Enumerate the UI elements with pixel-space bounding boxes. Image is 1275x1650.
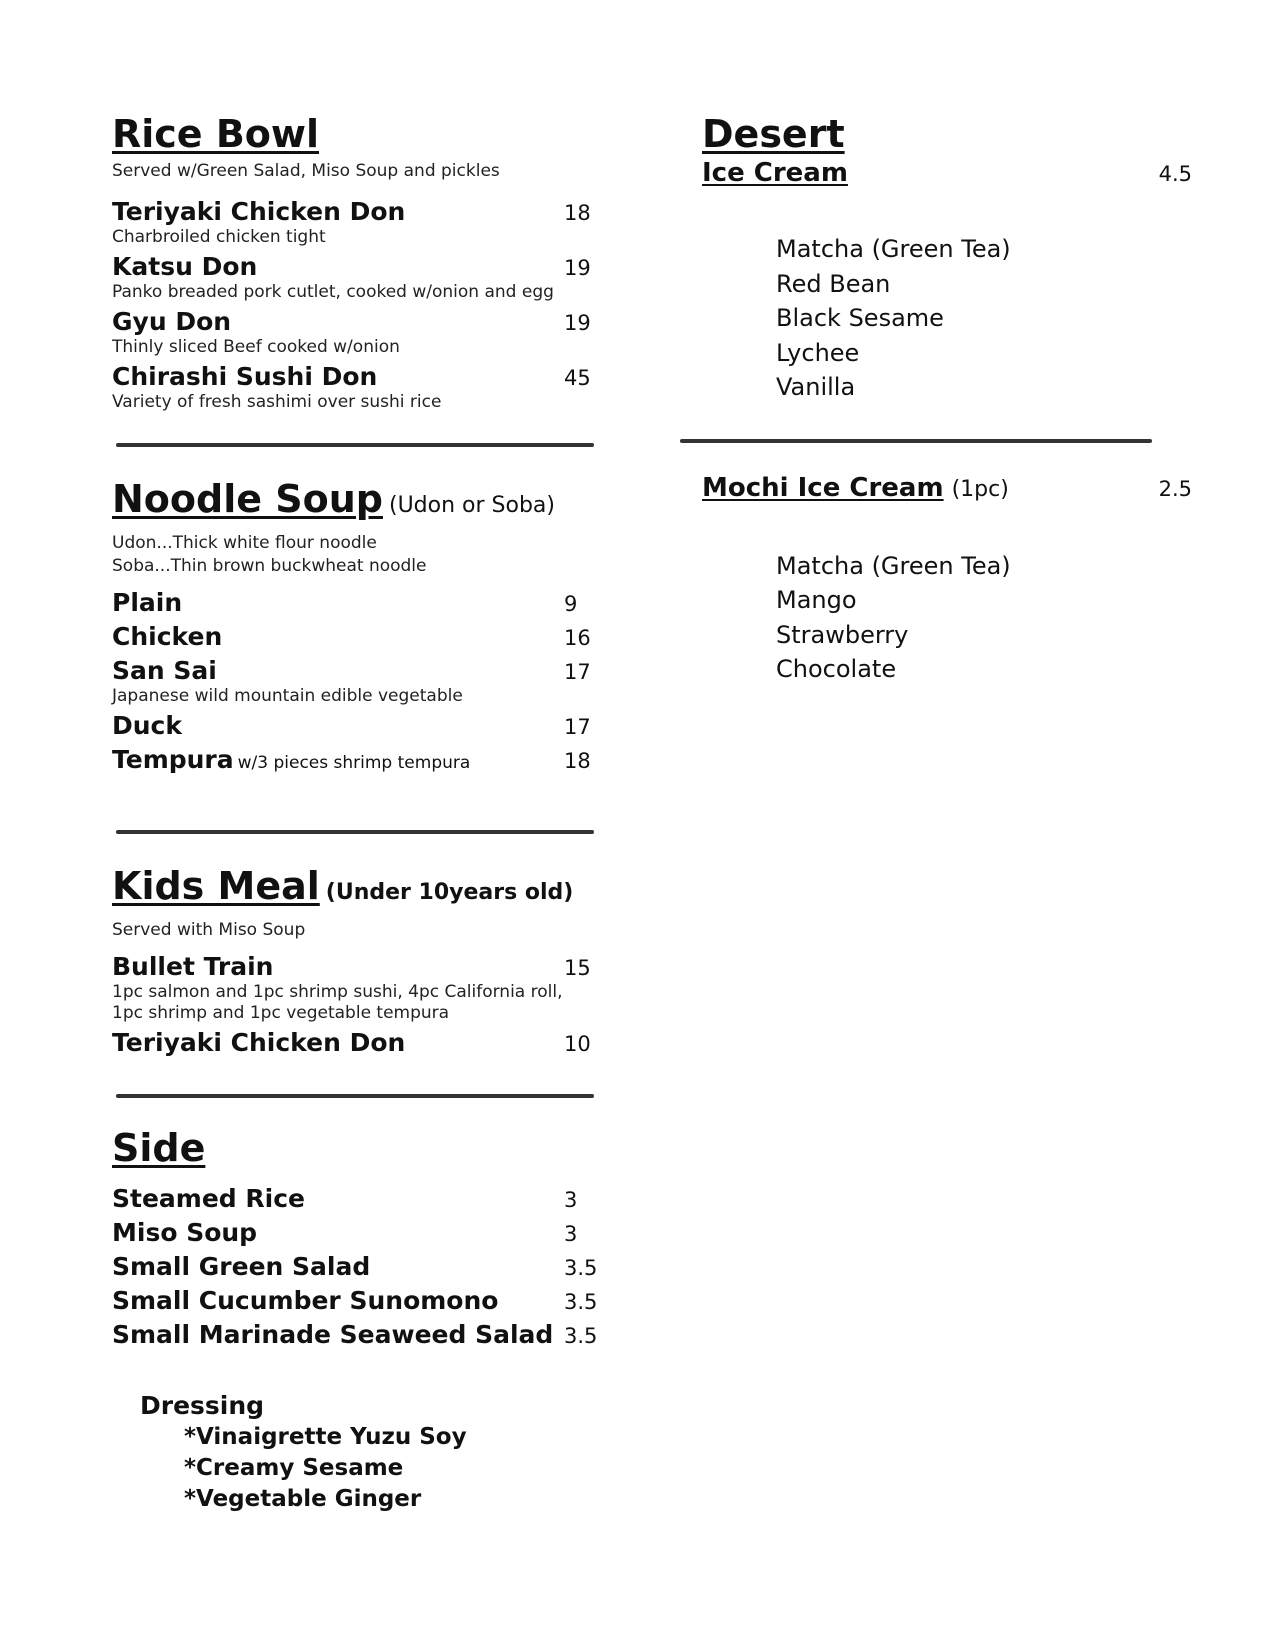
item-price: 3.5 xyxy=(564,1290,598,1314)
item-description: Panko breaded pork cutlet, cooked w/onion and egg xyxy=(112,282,554,302)
flavor-item: Strawberry xyxy=(776,620,909,649)
side-section xyxy=(112,1126,602,1515)
flavor-item: Lychee xyxy=(776,338,860,367)
section-divider xyxy=(680,439,1152,443)
rice-bowl-section xyxy=(112,112,602,413)
right-column xyxy=(702,112,1192,687)
rice-bowl-subtitle: Served w/Green Salad, Miso Soup and pickles xyxy=(112,161,500,181)
dressing-list xyxy=(140,1390,602,1515)
flavor-item: Matcha (Green Tea) xyxy=(776,551,1011,580)
menu-item: Small Green Salad 3.5 xyxy=(112,1252,602,1282)
menu-item: Teriyaki Chicken Don 10 xyxy=(112,1028,602,1058)
item-note: (1pc) xyxy=(951,476,1009,502)
item-price: 18 xyxy=(564,201,591,225)
item-price: 9 xyxy=(564,592,578,616)
menu-item: Plain 9 xyxy=(112,588,602,618)
section-subtitle: (Udon or Soba) xyxy=(388,493,555,518)
desert-section xyxy=(702,112,1192,687)
item-price: 3 xyxy=(564,1222,578,1246)
menu-item: Steamed Rice 3 xyxy=(112,1184,602,1214)
item-price: 15 xyxy=(564,956,591,980)
menu-item: Tempura w/3 pieces shrimp tempura 18 xyxy=(112,745,602,778)
left-column xyxy=(112,112,602,1515)
flavor-item: Vanilla xyxy=(776,373,856,401)
item-price: 4.5 xyxy=(1158,162,1192,186)
item-price: 3 xyxy=(564,1188,578,1212)
dressing-item: *Vinaigrette Yuzu Soy xyxy=(184,1424,467,1450)
item-description: Japanese wild mountain edible vegetable xyxy=(112,686,463,706)
menu-item: Katsu Don 19 xyxy=(112,252,602,282)
menu-item: Gyu Don 19 xyxy=(112,307,602,337)
section-title-desert: Desert xyxy=(702,112,845,156)
dressing-item: *Creamy Sesame xyxy=(184,1455,404,1481)
flavor-item: Mango xyxy=(776,586,857,614)
item-price: 45 xyxy=(564,366,591,390)
flavor-item: Matcha (Green Tea) xyxy=(776,235,1011,263)
menu-item-ice-cream: Ice Cream 4.5 xyxy=(702,158,1192,188)
flavor-list xyxy=(776,549,1192,687)
menu-item: Chicken 16 xyxy=(112,622,602,652)
noodle-soup-section xyxy=(112,477,602,778)
item-description: 1pc shrimp and 1pc vegetable tempura xyxy=(112,1003,450,1023)
item-description: Charbroiled chicken tight xyxy=(112,227,326,247)
item-description: Thinly sliced Beef cooked w/onion xyxy=(112,337,400,357)
menu-item-mochi-ice-cream: Mochi Ice Cream (1pc) 2.5 xyxy=(702,472,1192,503)
flavor-item: Chocolate xyxy=(776,655,897,683)
item-price: 16 xyxy=(564,626,591,650)
menu-item: Miso Soup 3 xyxy=(112,1218,602,1248)
section-title-kids-meal: Kids Meal (Under 10years old) xyxy=(112,864,602,915)
section-divider xyxy=(116,1094,594,1098)
item-price: 19 xyxy=(564,311,591,335)
kids-meal-section xyxy=(112,864,602,1058)
section-divider xyxy=(116,830,594,834)
item-description: Variety of fresh sashimi over sushi rice xyxy=(112,392,442,412)
menu-item: Small Marinade Seaweed Salad 3.5 xyxy=(112,1320,602,1350)
section-title-noodle-soup: Noodle Soup (Udon or Soba) xyxy=(112,477,602,528)
menu-item: Small Cucumber Sunomono 3.5 xyxy=(112,1286,602,1316)
noodle-desc: Soba...Thin brown buckwheat noodle xyxy=(112,556,427,576)
section-divider xyxy=(116,443,594,447)
item-price: 2.5 xyxy=(1158,476,1192,501)
menu-item: Bullet Train 15 xyxy=(112,952,602,982)
item-price: 17 xyxy=(564,715,591,739)
menu-item: Duck 17 xyxy=(112,711,602,741)
item-price: 10 xyxy=(564,1032,591,1056)
section-subtitle: (Under 10years old) xyxy=(325,880,574,905)
item-description: 1pc salmon and 1pc shrimp sushi, 4pc California roll, xyxy=(112,982,563,1002)
kids-meal-subtitle: Served with Miso Soup xyxy=(112,920,306,940)
item-price: 3.5 xyxy=(564,1256,598,1280)
dressing-title: Dressing xyxy=(140,1391,265,1420)
dressing-item: *Vegetable Ginger xyxy=(184,1486,422,1512)
flavor-item: Red Bean xyxy=(776,269,891,298)
item-price: 19 xyxy=(564,256,591,280)
item-price: 3.5 xyxy=(564,1324,598,1348)
menu-item: San Sai 17 xyxy=(112,656,602,686)
menu-item: Chirashi Sushi Don 45 xyxy=(112,362,602,392)
item-price: 18 xyxy=(564,749,591,773)
flavor-list xyxy=(776,232,1192,405)
menu-item: Teriyaki Chicken Don 18 xyxy=(112,197,602,227)
noodle-desc: Udon...Thick white flour noodle xyxy=(112,533,377,553)
section-title-side: Side xyxy=(112,1126,206,1170)
item-price: 17 xyxy=(564,660,591,684)
flavor-item: Black Sesame xyxy=(776,304,944,332)
section-title-rice-bowl: Rice Bowl xyxy=(112,112,320,156)
item-note: w/3 pieces shrimp tempura xyxy=(237,753,471,773)
